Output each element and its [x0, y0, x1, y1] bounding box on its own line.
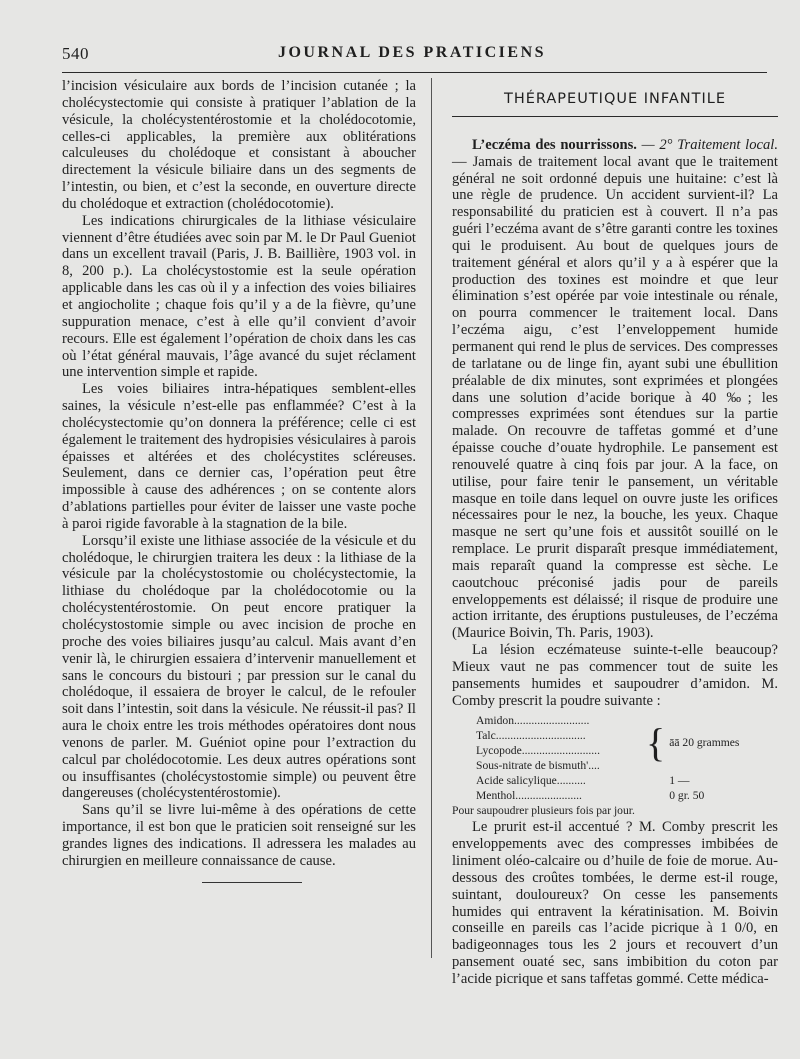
right-paragraph-2: La lésion eczémateuse suinte-t-elle beaucoup? Mieux vaut ne pas commencer tout de suite les pansements humides et saupoudrer d’amidon. M. Comby prescrit la poudre suivante : [452, 642, 778, 709]
left-paragraph-2: Les indications chirurgicales de la lithiase vésiculaire viennent d’être étudiées avec soin par M. le Dr Paul Gueniot dans un excellent travail (Paris, J. B. Baillière, 1903 vol. in 8, 200 p.). La cholécystostomie est la seule opération applicable dans les cas où il y a infection des voies biliaires et angiocholite ; chaque fois qu’il y a de la fièvre, qu’une suppuration menace, c’est à elle qu’il convient d’avoir recours. Elle est également l’opération de choix dans les cas où l’état général mauvais, l’âge avancé du sujet réclament une intervention simple et rapide. [62, 212, 416, 381]
recipe-ingredient: Sous-nitrate de bismuth'.... [476, 758, 600, 772]
prescription-table [476, 713, 739, 803]
header-rule [62, 72, 767, 73]
left-paragraph-3: Les voies biliaires intra-hépatiques semblent-elles saines, la vésicule n’est-elle pas enflammée? C’est à la cholécystectomie qu’on donnera la préférence; celle ci est également le traitement des hydropisies vésiculaires à parois épaisses et altérées et des cholécystites scléreuses. Seulement, dans ce dernier cas, l’opération peut être impossible à cause des adhérences ; on se contente alors d’ablations partielles pour éviter de laisser une vaste poche à paroi rigide favorable à la stagnation de la bile. [62, 381, 416, 532]
recipe-row [476, 773, 739, 788]
page-header [62, 44, 762, 64]
journal-title: JOURNAL DES PRATICIENS [277, 44, 547, 61]
right-paragraph-1-text: — Jamais de traitement local avant que le traitement général ne soit ordonné depuis une huitaine: c’est là une règle de prudence. Un accident survient-il? La responsabilité du praticien est à couvert. Il n’a pas guéri l’eczéma avant de s’être garanti contre les toxines qui le produisent. Au bout de quelques jours de traitement général et alors qu’il y a à espérer que la production des toxines est moindre et que leur élimination s’est opérée par voie intestinale ou rénale, on pourra commencer le traitement local. Dans l’eczéma aigu, c’est l’enveloppement humide permanent qui rend le plus de services. Des compresses de tarlatane ou de linge fin, ayant subi une ébullition préalable de dix minutes, sont exprimées et plongées dans une solution d’acide borique à 40 ‰; les compresses exprimées sont étendues sur la partie malade. On recouvre de taffetas gommé et d’une épaisse couche d’ouate hydrophile. Le pansement est renouvelé quatre à cinq fois par jour. A la face, on utilise, pour faire tenir le pansement, un véritable masque en toile dans lequel on ouvre juste les orifices nécessaires pour le nez, la bouche, les yeux. Chaque masque ne sert qu’une fois et aussitôt souillé on le remplace. Le prurit disparaît presque immédiatement, mais reparaît quand la compresse est sèche. Le caoutchouc préconisé jadis pour de pareils enveloppements est délaissé; il risque de produire une action irritante, des éruptions pustuleuses, de l’eczéma (Maurice Boivin, Th. Paris, 1903). [452, 153, 778, 642]
left-paragraph-4: Lorsqu’il existe une lithiase associée de la vésicule et du cholédoque, le chirurgien traitera les deux : la lithiase de la vésicule par la cholécystostomie ou cholécystectomie, la lithiase du cholédoque par la cholédocotomie ou la cholécystentérostomie. On peut encore pratiquer la cholécystostomie simple ou avec incision de proche en proche des voies biliaires jusqu’au calcul. Mais avant d’en venir là, le chirurgien essaiera d’intervenir manuellement et sans le concours du bistouri ; par pression sur le canal du cholédoque, il essaiera de broyer le calcul, de le refouler soit dans l’intestin, soit dans la vésicule. Ne réussit-il pas? Il aura le choix entre les trois méthodes opératoires dont nous venons de parler. M. Guéniot opine pour l’extraction du calcul par cholédocotomie. Les deux autres opérations sont ou insuffisantes (cholécystostomie simple) ou peuvent être dangereuses (cholécystentérostomie). [62, 532, 416, 802]
recipe-ingredient: Talc............................... [476, 728, 586, 742]
recipe-ingredient: Lycopode........................... [476, 743, 600, 757]
recipe-dose: āā 20 grammes [669, 736, 740, 750]
recipe-dose: 0 gr. 50 [669, 788, 705, 802]
right-paragraph-1 [452, 137, 778, 642]
left-paragraph-1: l’incision vésiculaire aux bords de l’incision cutanée ; la cholécystectomie qui consiste à pratiquer l’ablation de la vésicule, la cholécystentérostomie et la cholédocotomie, celles-ci applicables, la première aux oblitérations calculeuses du cholédoque et consistant à aboucher directement la vésicule biliaire dans un des segments de l’intestin, ou bien, et c’est la seconde, en ouverture directe du cholédoque et extraction (cholédocotomie). [62, 78, 416, 212]
article-subtitle: — 2° Traitement local. [636, 136, 779, 153]
recipe-ingredient: Menthol....................... [476, 788, 582, 802]
column-divider [431, 78, 432, 958]
recipe-brace: { [646, 719, 666, 765]
right-paragraph-3: Le prurit est-il accentué ? M. Comby prescrit les enveloppements avec des compresses imbibées de liniment oléo-calcaire ou d’huile de foie de morue. Au-dessous des croûtes tombées, le derme est-il rouge, suintant, douloureux? On cesse les pansements humides qui entravent la kératinisation. M. Boivin conseille en pareils cas l’acide picrique à 1 0/0, en badigeonnages tous les 2 jours et recouvert d’un pansement ouaté sec, sans imbibition du coton par l’acide picrique et sans taffetas gommé. Cette médica- [452, 819, 778, 987]
section-title: THÉRAPEUTIQUE INFANTILE [503, 91, 727, 107]
end-rule [202, 882, 302, 883]
recipe-ingredient: Amidon.......................... [476, 713, 590, 727]
page-number: 540 [62, 44, 89, 63]
article-title: L’eczéma des nourrissons. [472, 136, 637, 153]
left-paragraph-5: Sans qu’il se livre lui-même à des opérations de cette importance, il est bon que le praticien soit renseigné sur les grandes lignes des indications. Il adressera les malades au chirurgien en meilleure connaissance de cause. [62, 802, 416, 869]
recipe-note: Pour saupoudrer plusieurs fois par jour. [452, 803, 635, 817]
section-rule [452, 116, 778, 117]
recipe-dose: 1 — [669, 773, 690, 787]
right-column [452, 78, 778, 988]
recipe-row [476, 788, 739, 803]
recipe-row [476, 713, 739, 728]
recipe-ingredient: Acide salicylique.......... [476, 773, 586, 787]
left-column [62, 78, 416, 883]
